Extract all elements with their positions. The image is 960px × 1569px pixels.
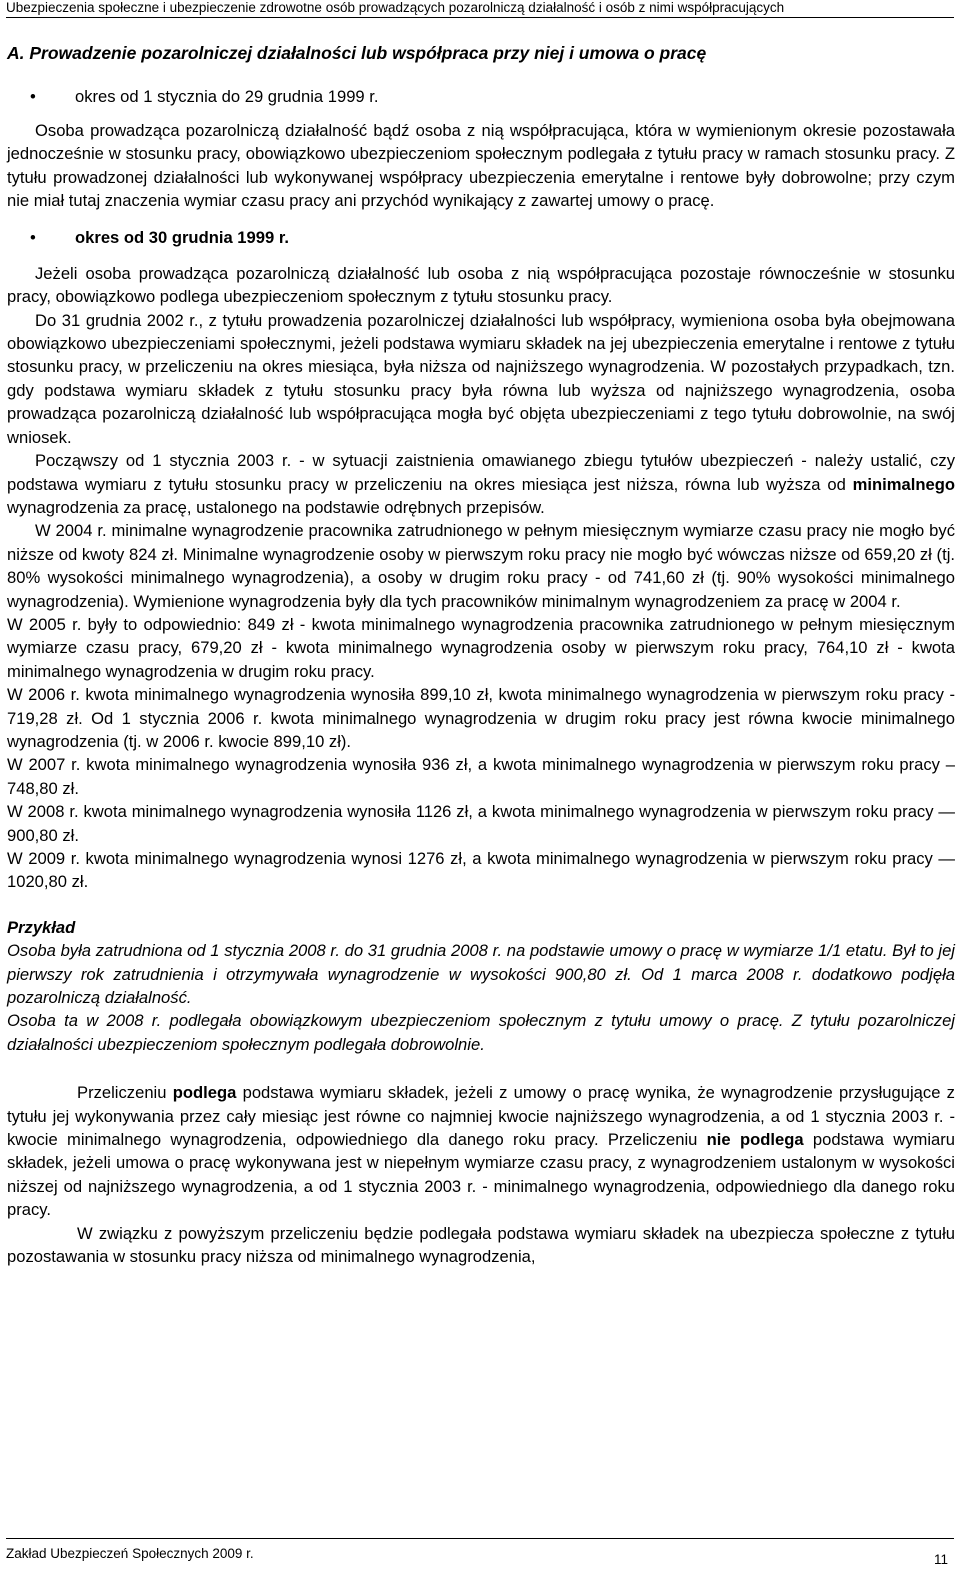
paragraph: W 2006 r. kwota minimalnego wynagrodzenia wynosiła 899,10 zł, kwota minimalnego wynagrodzenia w pierwszym roku pracy - 719,28 zł. Od 1 stycznia 2006 r. kwota minimalnego wynagrodzenia w drugim roku pracy jest równa kwocie minimalnego wynagrodzenia (tj. w 2006 r. kwocie 899,10 zł). bbox=[7, 685, 955, 751]
emphasis-text: nie podlega bbox=[706, 1130, 804, 1150]
emphasis-text: minimalnego bbox=[852, 474, 955, 494]
text-run: wynagrodzenia za pracę, ustalonego na podstawie odrębnych przepisów. bbox=[7, 497, 545, 517]
paragraph: Osoba prowadząca pozarolniczą działalność bądź osoba z nią współpracująca, która w wymienionym okresie pozostawała jednocześnie w stosunku pracy, obowiązkowo ubezpieczeniom społecznym podlegała z tytułu pracy w ramach stosunku pracy. Z tytułu prowadzonej działalności lub wykonywanej współpracy ubezpieczenia emerytalne i rentowe były dobrowolne; przy czym nie miał tutaj znaczenia wymiar czasu pracy ani przychód wynikający z zawartej umowy o pracę. bbox=[7, 120, 955, 211]
bullet-period-30-dec-1999 bbox=[7, 226, 955, 249]
example-title: Przykład bbox=[7, 917, 76, 937]
paragraph: W 2004 r. minimalne wynagrodzenie pracownika zatrudnionego w pełnym miesięcznym wymiarze czasu pracy nie mogło być niższe od kwoty 824 zł. Minimalne wynagrodzenie osoby w pierwszym roku pracy nie mogło być wówczas niższe od 659,20 zł (tj. 80% wysokości minimalnego wynagrodzenia), a osoby w drugim roku pracy - od 741,60 zł (tj. 90% wysokości minimalnego wynagrodzenia). Wymienione wynagrodzenia były dla tych pracowników minimalnym wynagrodzeniem za pracę w 2004 r. bbox=[7, 521, 955, 611]
bullet-dot-icon: • bbox=[30, 87, 36, 107]
paragraph: W 2008 r. kwota minimalnego wynagrodzenia wynosiła 1126 zł, a kwota minimalnego wynagrodzenia w pierwszym roku pracy — 900,80 zł. bbox=[7, 802, 955, 845]
emphasis-text: podlega bbox=[172, 1083, 237, 1103]
text-run: Począwszy od 1 stycznia 2003 r. - w sytuacji zaistnienia omawianego zbiegu tytułów ubezpieczeń - należy ustalić, czy podstawa wymiaru z tytułu stosunku pracy w przeliczeniu na okres miesiąca jest niższa, równa lub wyższa od bbox=[7, 451, 955, 494]
paragraph: W 2005 r. były to odpowiednio: 849 zł - kwota minimalnego wynagrodzenia pracownika zatrudnionego w pełnym miesięcznym wymiarze czasu pracy, 679,20 zł - kwota minimalnego wynagrodzenia osoby w pierwszym roku pracy, 764,10 zł - kwota minimalnego wynagrodzenia w drugim roku pracy. bbox=[7, 614, 955, 681]
paragraph: Do 31 grudnia 2002 r., z tytułu prowadzenia pozarolniczej działalności lub współpracy, wymieniona osoba była obejmowana obowiązkowo ubezpieczeniami społecznymi, jeżeli podstawa wymiaru składek na jej ubezpieczenia emerytalne i rentowe z tytułu stosunku pracy, w przeliczeniu na okres miesiąca, była niższa od najniższego wynagrodzenia. W pozostałych przypadkach, tzn. gdy podstawa wymiaru składek z tytułu stosunku pracy była równa lub wyższa od najniższego wynagrodzenia, osoba prowadząca pozarolniczą działalność lub współpracująca mogła być objęta ubezpieczeniami z tego tytułu dobrowolnie, na swój wniosek. bbox=[7, 310, 955, 447]
paragraph: W 2009 r. kwota minimalnego wynagrodzenia wynosi 1276 zł, a kwota minimalnego wynagrodzenia w pierwszym roku pracy — 1020,80 zł. bbox=[7, 849, 955, 892]
text-run: podstawa wymiaru składek, jeżeli z umowy o pracę wynika, że wynagrodzenie przysługujące z tytułu jej wykonywania przez cały miesiąc jest równe co najmniej kwocie najniższego wynagrodzenia, a od 1 stycznia 2003 r. - kwocie minimalnego wynagrodzenia, odpowiedniego dla danego roku pracy. Przeliczeniu bbox=[7, 1083, 955, 1150]
example-paragraph: Osoba ta w 2008 r. podlegała obowiązkowym ubezpieczeniom społecznym z tytułu umowy o pracę. Z tytułu pozarolniczej działalności ubezpieczeniom społecznym podlegała dobrowolnie. bbox=[7, 1011, 955, 1054]
footer-divider bbox=[6, 1538, 954, 1539]
bullet-period-1999 bbox=[7, 85, 955, 108]
footer-publisher: Zakład Ubezpieczeń Społecznych 2009 r. bbox=[6, 1546, 254, 1561]
section-heading: A. Prowadzenie pozarolniczej działalności lub współpraca przy niej i umowa o pracę bbox=[7, 43, 707, 63]
header-divider bbox=[6, 17, 954, 18]
bullet-text: okres od 30 grudnia 1999 r. bbox=[75, 228, 289, 248]
bullet-text: okres od 1 stycznia do 29 grudnia 1999 r. bbox=[75, 87, 379, 107]
page-number: 11 bbox=[933, 1552, 948, 1567]
paragraph bbox=[7, 1081, 955, 1221]
paragraph: Jeżeli osoba prowadząca pozarolniczą działalność lub osoba z nią współpracująca pozostaje równocześnie w stosunku pracy, obowiązkowo podlega ubezpieczeniom społecznym z tytułu stosunku pracy. bbox=[7, 263, 955, 307]
paragraph: W związku z powyższym przeliczeniu będzie podlegała podstawa wymiaru składek na ubezpiecza społeczne z tytułu pozostawania w stosunku pracy niższa od minimalnego wynagrodzenia, bbox=[7, 1223, 955, 1267]
page-content bbox=[7, 40, 955, 1269]
paragraph: W 2007 r. kwota minimalnego wynagrodzenia wynosiła 936 zł, a kwota minimalnego wynagrodzenia w pierwszym roku pracy – 748,80 zł. bbox=[7, 755, 955, 798]
example-paragraph: Osoba była zatrudniona od 1 stycznia 2008 r. do 31 grudnia 2008 r. na podstawie umowy o pracę w wymiarze 1/1 etatu. Był to jej pierwszy rok zatrudnienia i otrzymywała wynagrodzenie w wysokości 900,80 zł. Od 1 marca 2008 r. dodatkowo podjęła pozarolniczą działalność. bbox=[7, 941, 955, 1008]
text-run: Przeliczeniu bbox=[77, 1083, 173, 1103]
running-header: Ubezpieczenia społeczne i ubezpieczenie zdrowotne osób prowadzących pozarolniczą działalność i osób z nimi współpracujących bbox=[6, 0, 785, 15]
text-run: podstawa wymiaru składek, jeżeli umowa o pracę wykonywana jest w niepełnym wymiarze czasu pracy, z wynagrodzeniem ustalonym w wysokości niższej od najniższego wynagrodzenia, a od 1 stycznia 2003 r. - minimalnego wynagrodzenia, odpowiedniego dla danego roku pracy. bbox=[7, 1130, 956, 1220]
paragraph bbox=[7, 449, 955, 519]
bullet-dot-icon: • bbox=[30, 228, 36, 248]
